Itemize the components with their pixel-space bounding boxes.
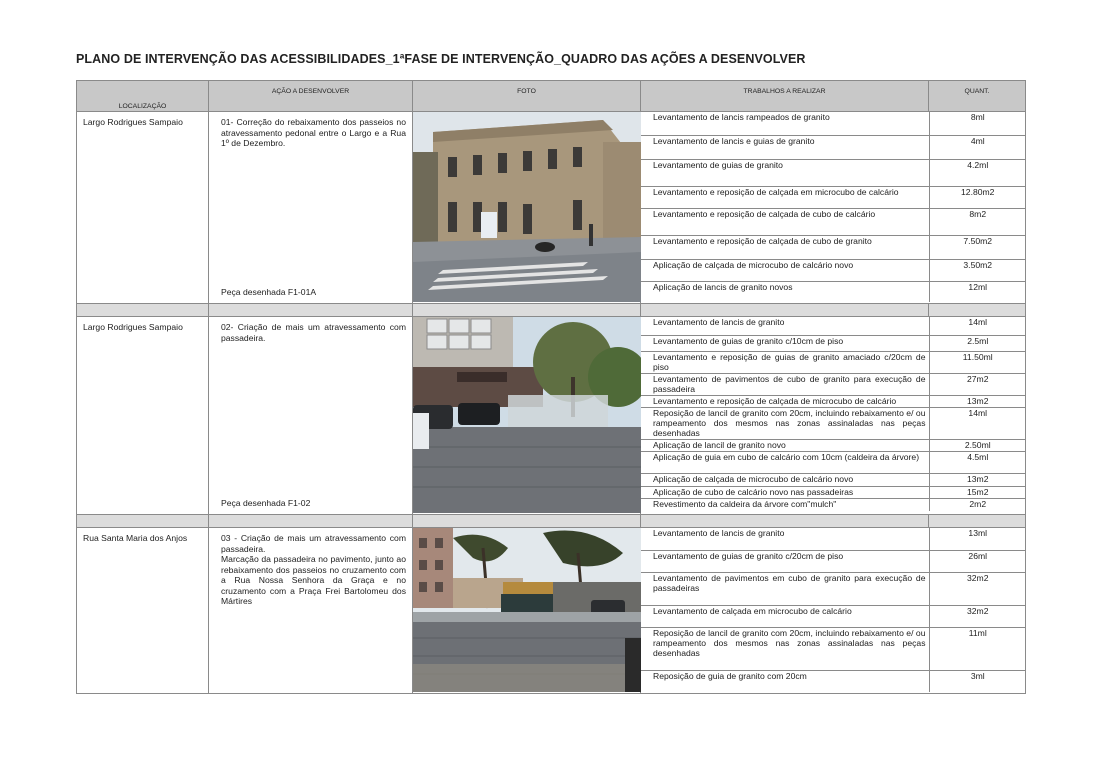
work-quantity: 4.2ml (929, 159, 1026, 186)
work-item (641, 486, 1026, 498)
work-quantity: 14ml (929, 317, 1026, 335)
work-description: Levantamento e reposição de calçada de microcubo de calcário (641, 395, 929, 407)
work-quantity: 4.5ml (929, 451, 1026, 473)
work-quantity: 11ml (929, 627, 1026, 670)
table-header-row (77, 81, 1026, 112)
work-description: Levantamento e reposição de calçada de cubo de calcário (641, 208, 929, 235)
work-quantity: 7.50m2 (929, 235, 1026, 259)
row-action (209, 317, 413, 515)
work-item (641, 259, 1026, 281)
row-works (641, 528, 1026, 694)
work-description: Aplicação de lancil de granito novo (641, 439, 929, 451)
work-description: Levantamento de pavimentos de cubo de granito para execução de passadeira (641, 373, 929, 395)
work-description: Reposição de guia de granito com 20cm (653, 670, 807, 681)
header-quantity: QUANT. (929, 81, 1026, 112)
work-quantity: 13m2 (929, 395, 1026, 407)
photo-building-crosswalk (413, 112, 641, 302)
row-location: Rua Santa Maria dos Anjos (77, 528, 209, 694)
works-list (641, 528, 1026, 692)
work-description: Aplicação de lancis de granito novos (653, 281, 793, 292)
works-list (641, 112, 1026, 302)
work-item (641, 550, 1026, 572)
table-row (77, 528, 1026, 694)
work-quantity: 12.80m2 (929, 186, 1026, 208)
work-item (641, 208, 1026, 235)
drawing-reference: Peça desenhada F1-01A (221, 287, 317, 297)
header-photo: FOTO (413, 81, 641, 112)
work-quantity: 13ml (929, 528, 1026, 550)
work-item (641, 605, 1026, 627)
row-works (641, 317, 1026, 515)
work-item (641, 572, 1026, 605)
row-photo (413, 112, 641, 304)
header-works: TRABALHOS A REALIZAR (641, 81, 929, 112)
works-list (641, 317, 1026, 511)
action-description: 02- Criação de mais um atravessamento com passadeira. (221, 322, 406, 343)
work-description: Levantamento de lancis de granito (641, 528, 929, 550)
work-quantity: 27m2 (929, 373, 1026, 395)
work-item (641, 135, 1026, 159)
drawing-reference: Peça desenhada F1-02 (221, 498, 311, 508)
work-item (641, 395, 1026, 407)
work-item (641, 528, 1026, 550)
row-works (641, 112, 1026, 304)
work-quantity: 15m2 (929, 486, 1026, 498)
work-item (641, 159, 1026, 186)
work-item (641, 373, 1026, 395)
work-description: Levantamento de guias de granito c/20cm de piso (641, 550, 929, 572)
action-description: 03 - Criação de mais um atravessamento com passadeira. Marcação da passadeira no pavimento, junto ao rebaixamento dos passeios no cruzamento com a Rua Nossa Senhora da Graça e no cruzamento com a Praça Frei Bartolomeu dos Mártires (221, 533, 406, 606)
work-quantity: 12ml (929, 281, 1026, 302)
work-description: Reposição de lancil de granito com 20cm, incluindo rebaixamento e/ ou rampeamento dos mesmos nas zonas assinaladas nas peças desenhadas (641, 407, 929, 439)
work-description: Aplicação de calçada de microcubo de calcário novo (641, 259, 929, 281)
work-item (641, 473, 1026, 486)
work-quantity: 2m2 (929, 498, 1026, 511)
action-description: 01- Correção do rebaixamento dos passeios no atravessamento pedonal entre o Largo e a Rua 1º de Dezembro. (221, 117, 406, 148)
work-description: Levantamento de pavimentos em cubo de granito para execução de passadeiras (641, 572, 929, 605)
header-location: LOCALIZAÇÃO (77, 81, 209, 112)
work-item (641, 235, 1026, 259)
photo-street-trees (413, 528, 641, 692)
row-separator (77, 304, 1026, 317)
work-description: Levantamento de lancis rampeados de granito (641, 112, 929, 135)
row-separator (77, 515, 1026, 528)
row-action (209, 528, 413, 694)
row-photo (413, 317, 641, 515)
work-quantity: 2.5ml (929, 335, 1026, 351)
work-quantity: 13m2 (929, 473, 1026, 486)
work-item (641, 112, 1026, 135)
work-description: Levantamento de lancis de granito (641, 317, 929, 335)
work-item (641, 351, 1026, 373)
work-description: Levantamento e reposição de calçada em microcubo de calcário (641, 186, 929, 208)
work-description: Levantamento de calçada em microcubo de calcário (641, 605, 929, 627)
header-action: AÇÃO A DESENVOLVER (209, 81, 413, 112)
work-description: Levantamento e reposição de guias de granito amaciado c/20cm de piso (641, 351, 929, 373)
work-description: Levantamento de lancis e guias de granito (641, 135, 929, 159)
work-quantity: 26ml (929, 550, 1026, 572)
row-location: Largo Rodrigues Sampaio (77, 317, 209, 515)
work-item (641, 186, 1026, 208)
work-item (641, 317, 1026, 335)
table-row (77, 317, 1026, 515)
row-location: Largo Rodrigues Sampaio (77, 112, 209, 304)
work-quantity: 3.50m2 (929, 259, 1026, 281)
work-quantity: 14ml (929, 407, 1026, 439)
work-description: Revestimento da caldeira da árvore com"mulch" (653, 498, 837, 509)
work-item (641, 627, 1026, 670)
row-action (209, 112, 413, 304)
work-quantity: 11.50ml (929, 351, 1026, 373)
work-quantity: 3ml (929, 670, 1026, 692)
work-description: Aplicação de guia em cubo de calcário com 10cm (caldeira da árvore) (641, 451, 929, 473)
document-title: PLANO DE INTERVENÇÃO DAS ACESSIBILIDADES_1ªFASE DE INTERVENÇÃO_QUADRO DAS AÇÕES A DESENVOLVER (76, 52, 806, 66)
work-quantity: 4ml (929, 135, 1026, 159)
work-description: Reposição de lancil de granito com 20cm, incluindo rebaixamento e/ ou rampeamento dos mesmos nas zonas assinaladas nas peças desenhadas (641, 627, 929, 670)
work-item (641, 439, 1026, 451)
work-item (641, 335, 1026, 351)
work-item (641, 451, 1026, 473)
work-description: Levantamento de guias de granito (641, 159, 929, 186)
photo-square-terrace (413, 317, 641, 513)
work-quantity: 8m2 (929, 208, 1026, 235)
actions-table (76, 80, 1026, 694)
work-item (641, 498, 1026, 511)
work-quantity: 2.50ml (929, 439, 1026, 451)
work-item (641, 670, 1026, 692)
work-quantity: 32m2 (929, 572, 1026, 605)
work-description: Aplicação de cubo de calcário novo nas passadeiras (641, 486, 929, 498)
work-item (641, 407, 1026, 439)
work-description: Levantamento de guias de granito c/10cm de piso (641, 335, 929, 351)
work-quantity: 32m2 (929, 605, 1026, 627)
work-description: Aplicação de calçada de microcubo de calcário novo (641, 473, 929, 486)
row-photo (413, 528, 641, 694)
work-description: Levantamento e reposição de calçada de cubo de granito (641, 235, 929, 259)
work-quantity: 8ml (929, 112, 1026, 135)
table-row (77, 112, 1026, 304)
work-item (641, 281, 1026, 302)
